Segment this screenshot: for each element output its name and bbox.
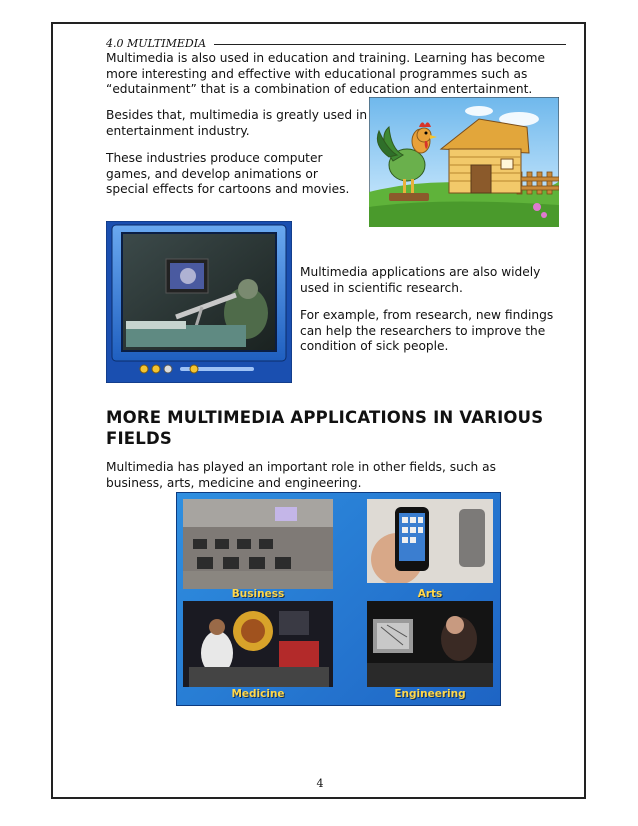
section-header (106, 36, 566, 50)
rooster-barn-cartoon-image (369, 97, 559, 227)
engineering-label: Engineering (394, 688, 466, 700)
section-heading: MORE MULTIMEDIA APPLICATIONS IN VARIOUS FIELDS (106, 408, 544, 448)
arts-label: Arts (417, 588, 443, 600)
business-label: Business (231, 588, 285, 600)
entertainment-intro-paragraph: Besides that, multimedia is greatly used in entertainment industry. (106, 108, 368, 138)
education-paragraph: Multimedia is also used in education and training. Learning has become more interesting and effective with educational programmes such as “edutainment” that is a combination of education and entertainment. (106, 51, 546, 96)
fields-paragraph: Multimedia has played an important role in other fields, such as business, arts, medicine and engineering. (106, 460, 496, 490)
header-rule (214, 44, 566, 45)
business-panel (183, 499, 333, 589)
fields-collage-image (176, 492, 501, 706)
medicine-label: Medicine (231, 688, 285, 700)
page-number: 4 (316, 777, 324, 790)
section-title: 4.0 MULTIMEDIA (106, 36, 207, 50)
entertainment-detail-paragraph: These industries produce computer games, and develop animations or special effects for cartoons and movies. (106, 151, 350, 196)
medicine-panel (183, 601, 333, 687)
arts-panel (367, 499, 493, 583)
surgery-monitor-image (106, 221, 292, 383)
science-detail-paragraph: For example, from research, new findings can help the researchers to improve the condition of sick people. (300, 308, 554, 353)
engineering-panel (367, 601, 493, 687)
science-intro-paragraph: Multimedia applications are also widely used in scientific research. (300, 265, 541, 295)
